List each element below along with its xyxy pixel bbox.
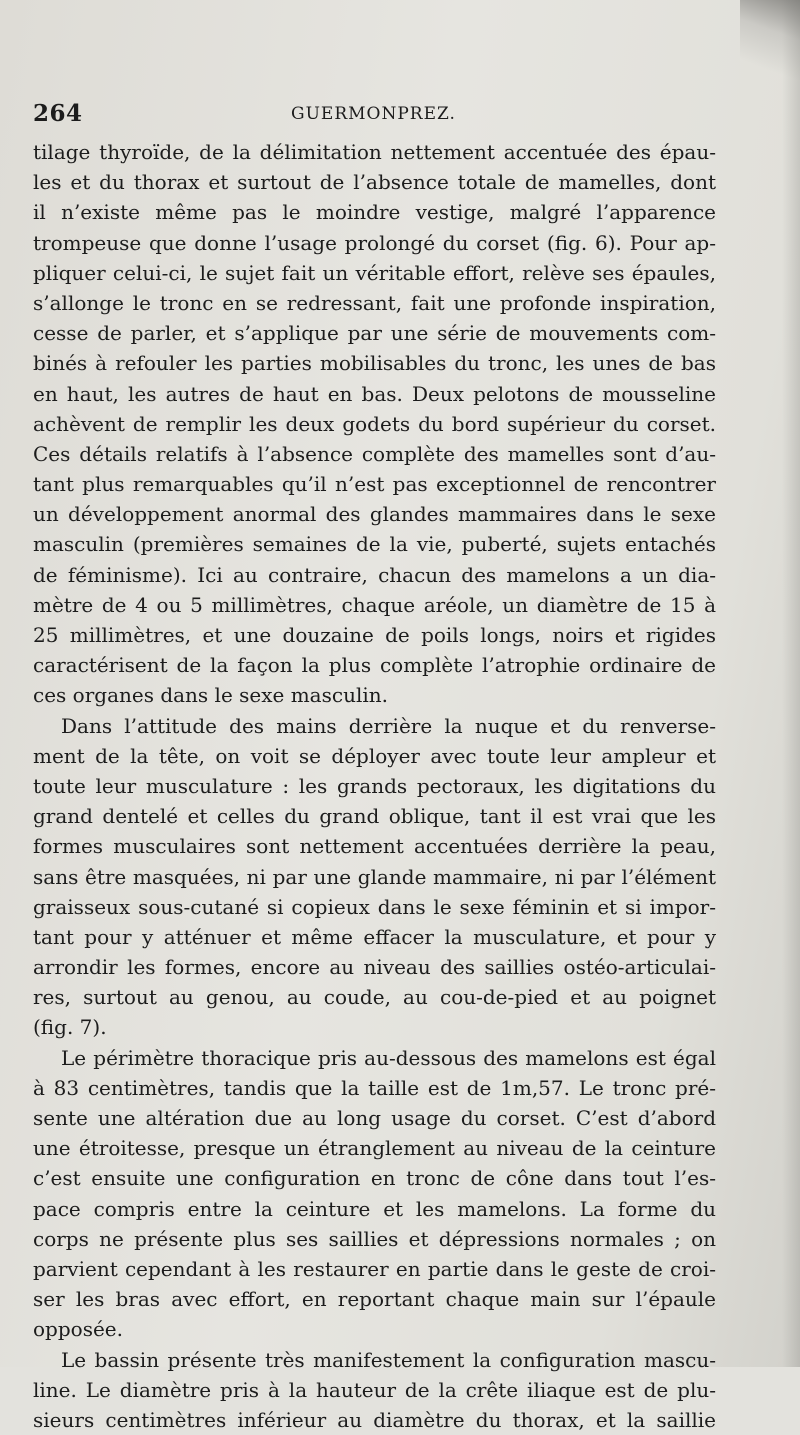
text-line: il n’existe même pas le moindre vestige, malgré l’apparence [33, 200, 716, 225]
text-line: sieurs centimètres inférieur au diamètre du thorax, et la saillie [33, 1407, 716, 1432]
text-line: ment de la tête, on voit se déployer avec toute leur ampleur et [33, 743, 716, 768]
text-line: corps ne présente plus ses saillies et dépressions normales ; on [33, 1226, 716, 1251]
text-line: à 83 centimètres, tandis que la taille est de 1m,57. Le tronc pré- [33, 1075, 716, 1100]
text-line: Le périmètre thoracique pris au-dessous des mamelons est égal [61, 1045, 716, 1070]
text-line: ser les bras avec effort, en reportant chaque main sur l’épaule [33, 1287, 716, 1312]
page-edge-shadow [782, 0, 800, 1367]
text-line: achèvent de remplir les deux godets du bord supérieur du corset. [33, 411, 716, 436]
text-line: 25 millimètres, et une douzaine de poils longs, noirs et rigides [33, 623, 716, 647]
text-line: (fig. 7). [33, 1015, 107, 1040]
text-line: binés à refouler les parties mobilisables du tronc, les unes de bas [33, 351, 716, 376]
text-line: sans être masquées, ni par une glande mammaire, ni par l’élément [33, 864, 716, 889]
body-text [33, 137, 716, 1435]
text-line: tant plus remarquables qu’il n’est pas exceptionnel de rencontrer [33, 472, 716, 497]
text-line: pace compris entre la ceinture et les mamelons. La forme du [33, 1196, 716, 1221]
text-line: cesse de parler, et s’applique par une série de mouvements com- [33, 321, 716, 346]
text-line: Ces détails relatifs à l’absence complète des mamelles sont d’au- [33, 441, 716, 466]
text-line: grand dentelé et celles du grand oblique, tant il est vrai que les [33, 804, 716, 829]
text-line: trompeuse que donne l’usage prolongé du corset (fig. 6). Pour ap- [33, 230, 716, 255]
text-line: pliquer celui-ci, le sujet fait un véritable effort, relève ses épaules, [33, 260, 716, 285]
text-line: un développement anormal des glandes mammaires dans le sexe [33, 502, 716, 527]
text-line: Dans l’attitude des mains derrière la nuque et du renverse- [61, 713, 716, 738]
text-line: opposée. [33, 1317, 123, 1342]
text-line: caractérisent de la façon la plus complète l’atrophie ordinaire de [33, 653, 716, 678]
text-line: arrondir les formes, encore au niveau des saillies ostéo-articulai- [33, 955, 716, 980]
text-line: ces organes dans le sexe masculin. [33, 683, 388, 708]
text-line: les et du thorax et surtout de l’absence totale de mamelles, dont [33, 170, 716, 195]
text-line: mètre de 4 ou 5 millimètres, chaque aréole, un diamètre de 15 à [33, 592, 716, 617]
text-line: formes musculaires sont nettement accentuées derrière la peau, [33, 834, 716, 859]
running-head [33, 100, 751, 130]
text-line: parvient cependant à les restaurer en partie dans le geste de croi- [33, 1256, 716, 1281]
text-line: res, surtout au genou, au coude, au cou-de-pied et au poignet [33, 985, 716, 1010]
text-line: une étroitesse, presque un étranglement au niveau de la ceinture [33, 1136, 716, 1161]
running-title: GUERMONPREZ. [291, 104, 456, 124]
text-line: sente une altération due au long usage du corset. C’est d’abord [33, 1106, 716, 1130]
text-line: toute leur musculature : les grands pectoraux, les digitations du [33, 773, 716, 798]
text-line: tilage thyroïde, de la délimitation nettement accentuée des épau- [33, 140, 716, 164]
text-line: de féminisme). Ici au contraire, chacun des mamelons a un dia- [33, 562, 716, 587]
text-line: c’est ensuite une configuration en tronc de cône dans tout l’es- [33, 1166, 716, 1191]
text-line: line. Le diamètre pris à la hauteur de la crête iliaque est de plu- [33, 1377, 716, 1402]
text-line: masculin (premières semaines de la vie, puberté, sujets entachés [33, 532, 716, 557]
text-line: Le bassin présente très manifestement la configuration mascu- [61, 1347, 716, 1372]
text-line: en haut, les autres de haut en bas. Deux pelotons de mousseline [33, 381, 716, 406]
text-line: s’allonge le tronc en se redressant, fait une profonde inspiration, [33, 290, 716, 315]
text-line: graisseux sous-cutané si copieux dans le sexe féminin et si impor- [33, 894, 716, 919]
text-line: tant pour y atténuer et même effacer la musculature, et pour y [33, 924, 716, 949]
page-number: 264 [33, 100, 83, 127]
